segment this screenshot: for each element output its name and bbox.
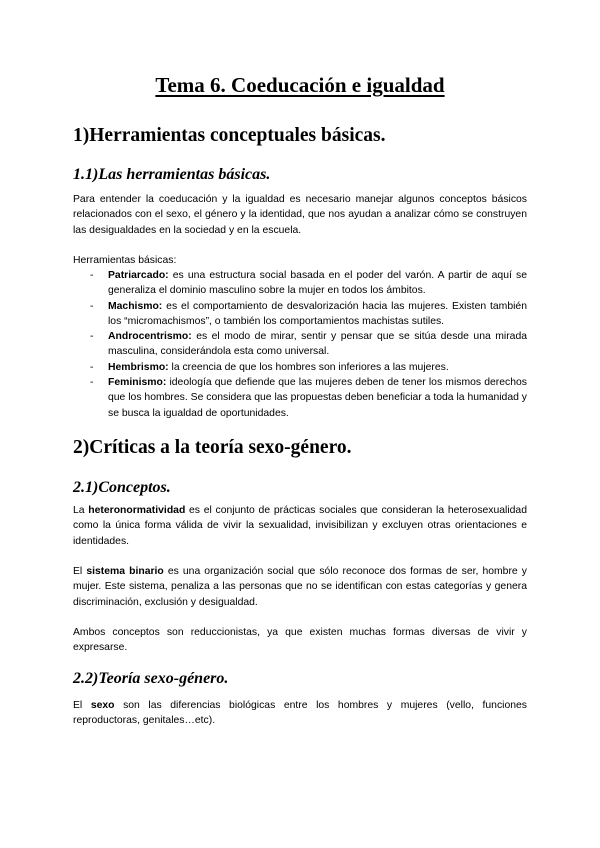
bullet-dash: -: [90, 377, 94, 389]
term-machismo: Machismo:: [108, 300, 163, 312]
text-fragment: El: [73, 566, 87, 577]
subsection-2-2-heading: 2.2)Teoría sexo-género.: [73, 670, 229, 687]
term-patriarcado: Patriarcado:: [108, 270, 169, 281]
section-2-heading: 2)Críticas a la teoría sexo-género.: [73, 437, 352, 458]
definition-hembrismo: la creencia de que los hombres son inferiores a las mujeres.: [168, 361, 449, 373]
term-sexo: sexo: [90, 700, 115, 711]
subsection-1-1-heading: 1.1)Las herramientas básicas.: [73, 166, 271, 183]
term-heteronormatividad: heteronormatividad: [88, 505, 186, 516]
definition-feminismo: ideología que defiende que las mujeres deben de tener los mismos derechos que los hombres. Se considera que las propuestas deben beneficiar a toda la humanidad y se busca la igualdad de oportunidades.: [108, 377, 527, 419]
reduccionistas-paragraph: Ambos conceptos son reduccionistas, ya que existen muchas formas diversas de vivir y expresarse.: [73, 627, 527, 654]
bullet-dash: -: [90, 361, 94, 373]
intro-paragraph: Para entender la coeducación y la igualdad es necesario manejar algunos conceptos básicos relacionados con el sexo, el género y la identidad, que nos ayudan a analizar cómo se construyen las desigualdades en la sociedad y en la escuela.: [73, 194, 527, 236]
page-title-text: Tema 6. Coeducación e igualdad: [155, 73, 445, 97]
text-fragment: El: [73, 700, 91, 711]
list-item: [90, 329, 527, 360]
list-item: [90, 299, 527, 330]
list-item: [90, 375, 527, 421]
definition-androcentrismo: es el modo de mirar, sentir y pensar que se sitúa desde una mirada masculina, considerándola esta como universal.: [108, 331, 527, 358]
term-feminismo: Feminismo:: [108, 377, 167, 389]
list-item: [90, 360, 527, 375]
text-fragment: es el conjunto de prácticas sociales que consideran la heterosexualidad como la única forma válida de vivir la sexualidad, invisibilizan y excluyen otras orientaciones e identidades.: [73, 505, 527, 547]
text-fragment: son las diferencias biológicas entre los hombres y mujeres (vello, funciones reproductoras, genitales…etc).: [73, 700, 527, 727]
heteronormatividad-paragraph: [73, 503, 527, 549]
definition-patriarcado: es una estructura social basada en el poder del varón. A partir de aquí se generaliza el dominio masculino sobre la mujer en todos los ámbitos.: [108, 270, 527, 297]
sexo-paragraph: [73, 698, 527, 729]
subsection-2-1-heading: 2.1)Conceptos.: [73, 479, 171, 496]
text-fragment: La: [73, 505, 89, 516]
section-1-heading: 1)Herramientas conceptuales básicas.: [73, 125, 386, 146]
page-title: [0, 73, 600, 98]
bullet-dash: -: [90, 331, 94, 343]
term-hembrismo: Hembrismo:: [108, 361, 169, 373]
term-androcentrismo: Androcentrismo:: [108, 331, 192, 343]
bullet-dash: -: [90, 270, 94, 281]
term-sistema-binario: sistema binario: [86, 566, 164, 577]
text-fragment: es una organización social que sólo reconoce dos formas de ser, hombre y mujer. Este sistema, penaliza a las personas que no se identifican con estas categorías y genera discriminación, exclusión y desigualdad.: [73, 566, 527, 608]
tools-list-label: Herramientas básicas:: [73, 255, 177, 266]
bullet-dash: -: [90, 300, 94, 312]
definition-machismo: es el comportamiento de desvalorización hacia las mujeres. Existen también los “micromachismos”, o también los comportamientos machistas sutiles.: [108, 300, 527, 327]
tools-list: [90, 268, 527, 421]
list-item: [90, 268, 527, 299]
sistema-binario-paragraph: [73, 564, 527, 610]
